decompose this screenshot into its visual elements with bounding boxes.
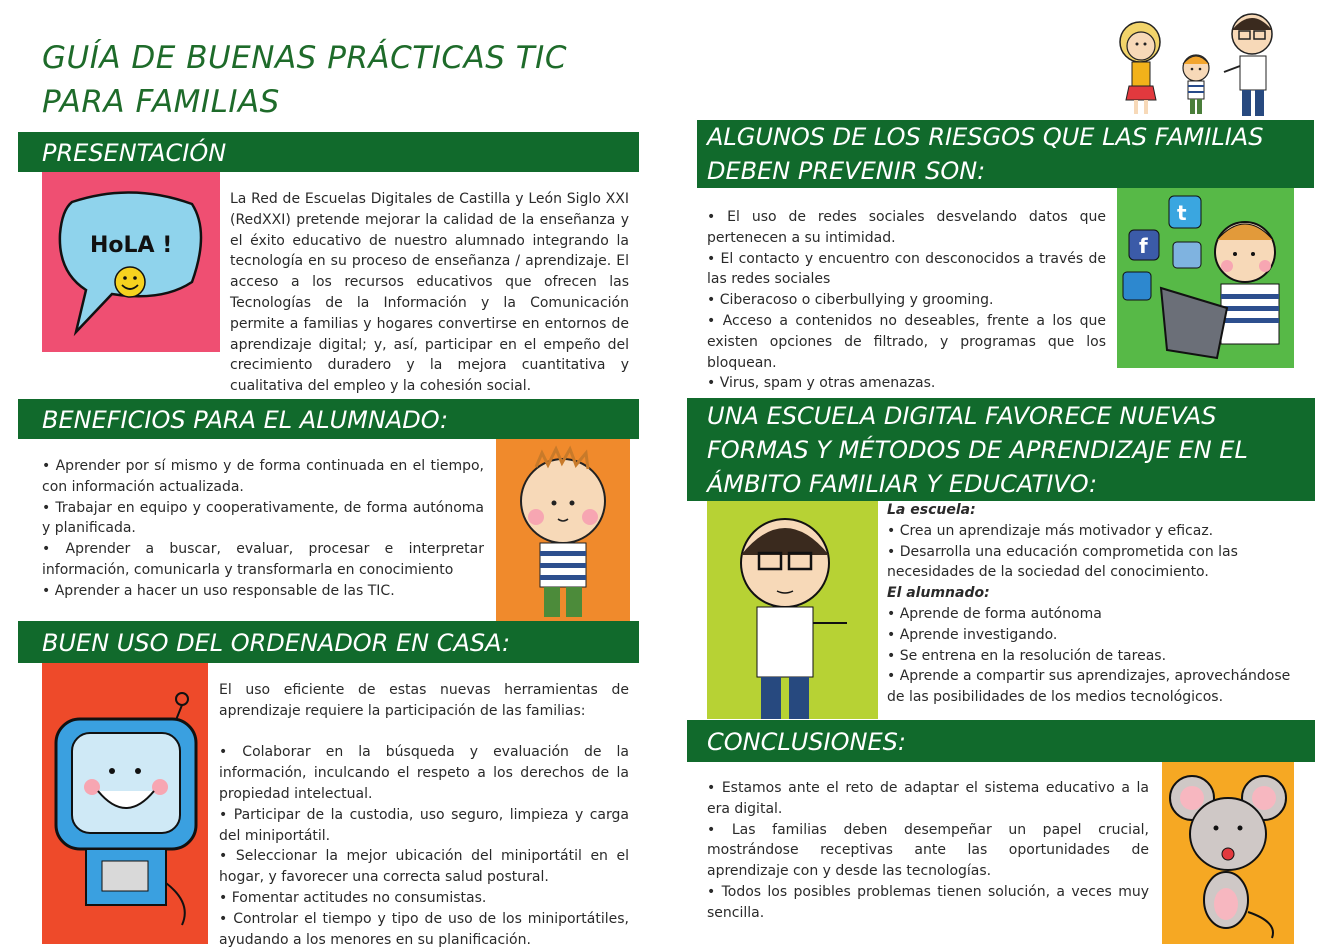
teacher-picture xyxy=(707,501,878,719)
list-item: • Controlar el tiempo y tipo de uso de los miniportátiles, ayudando a los menores en su planificación. xyxy=(219,910,629,948)
list-item: • El uso de redes sociales desvelando datos que pertenecen a su intimidad. xyxy=(707,209,1106,246)
conclusiones-list xyxy=(707,778,1149,924)
list-item: • Aprender por sí mismo y de forma continuada en el tiempo, con información actualizada. xyxy=(42,458,484,495)
list-item: • Ciberacoso o ciberbullying y grooming. xyxy=(707,292,994,309)
beneficios-heading: BENEFICIOS PARA EL ALUMNADO: xyxy=(18,399,639,439)
list-item: • Todos los posibles problemas tienen solución, a veces muy sencilla. xyxy=(707,883,1149,921)
escuela-heading: UNA ESCUELA DIGITAL FAVORECE NUEVAS FORMAS Y MÉTODOS DE APRENDIZAJE EN EL ÁMBITO FAMILIAR Y EDUCATIVO: xyxy=(687,398,1315,501)
buen-uso-intro: El uso eficiente de estas nuevas herramientas de aprendizaje requiere la participación de las familias: xyxy=(219,682,629,719)
computer-robot-picture xyxy=(42,663,208,944)
riesgos-heading: ALGUNOS DE LOS RIESGOS QUE LAS FAMILIAS DEBEN PREVENIR SON: xyxy=(697,120,1314,188)
presentacion-text: La Red de Escuelas Digitales de Castilla y León Siglo XXI (RedXXI) pretende mejorar la calidad de la enseñanza y el éxito educativo de nuestro alumnado integrando la tecnología en su proceso de enseñanza / aprendizaje. El acceso a los recursos educativos que ofrecen las Tecnologías de la Información y la Comunicación permite a familias y hogares convertirse en entornos de aprendizaje digital; y, así, participar en el empeño del crecimiento duradero y la mejora cuantitativa y cualitativa del empleo y la cohesión social. xyxy=(230,191,629,395)
list-item: • Acceso a contenidos no deseables, frente a los que existen opciones de filtrado, y programas que los bloquean. xyxy=(707,312,1106,371)
beneficios-list xyxy=(42,456,484,602)
riesgos-list xyxy=(707,207,1106,394)
list-item: • Se entrena en la resolución de tareas. xyxy=(887,647,1167,664)
mouse-picture xyxy=(1162,762,1294,944)
title-line-1: GUÍA DE BUENAS PRÁCTICAS TIC xyxy=(42,40,567,76)
list-item: • Trabajar en equipo y cooperativamente, de forma autónoma y planificada. xyxy=(42,499,484,537)
list-item: • Crea un aprendizaje más motivador y eficaz. xyxy=(887,522,1214,539)
list-item: • Desarrolla una educación comprometida con las necesidades de la sociedad del conocimiento. xyxy=(887,543,1238,581)
social-networks-picture xyxy=(1117,188,1294,368)
buen-uso-text xyxy=(219,680,629,950)
title-line-2: PARA FAMILIAS xyxy=(42,84,280,120)
list-item: • Fomentar actitudes no consumistas. xyxy=(219,889,487,906)
list-item: • Aprende a compartir sus aprendizajes, aprovechándose de las posibilidades de los medios tecnológicos. xyxy=(887,668,1291,706)
list-item: • Aprender a buscar, evaluar, procesar e interpretar información, comunicarla y transformarla en conocimiento xyxy=(42,541,484,578)
hola-bubble-text: HoLA ! xyxy=(90,233,173,258)
alumnado-label: El alumnado: xyxy=(887,585,990,602)
list-item: • Participar de la custodia, uso seguro, limpieza y carga del miniportátil. xyxy=(219,806,629,844)
escuela-label: La escuela: xyxy=(887,502,976,518)
list-item: • Aprende investigando. xyxy=(887,626,1058,643)
escuela-text xyxy=(887,500,1299,708)
list-item: • Aprender a hacer un uso responsable de las TIC. xyxy=(42,582,395,599)
svg-text:f: f xyxy=(1139,234,1148,258)
list-item: • Estamos ante el reto de adaptar el sistema educativo a la era digital. xyxy=(707,780,1149,817)
list-item: • Seleccionar la mejor ubicación del miniportátil en el hogar, y favorecer una correcta salud postural. xyxy=(219,848,629,886)
list-item: • Aprende de forma autónoma xyxy=(887,605,1102,622)
list-item: • Virus, spam y otras amenazas. xyxy=(707,375,936,392)
list-item: • Las familias deben desempeñar un papel crucial, mostrándose receptivas ante las oportunidades de aprendizaje con y desde las tecnologías. xyxy=(707,821,1149,880)
list-item: • El contacto y encuentro con desconocidos a través de las redes sociales xyxy=(707,250,1106,288)
boy-picture xyxy=(496,439,630,622)
conclusiones-heading: CONCLUSIONES: xyxy=(687,720,1315,762)
family-illustration xyxy=(1110,4,1290,120)
svg-text:t: t xyxy=(1177,201,1187,225)
hola-picture xyxy=(42,172,220,352)
list-item: • Colaborar en la búsqueda y evaluación de la información, inculcando el respeto a los derechos de la propiedad intelectual. xyxy=(219,744,629,802)
presentacion-heading: PRESENTACIÓN xyxy=(18,132,639,172)
buen-uso-heading: BUEN USO DEL ORDENADOR EN CASA: xyxy=(18,621,639,663)
page-title xyxy=(42,36,567,124)
